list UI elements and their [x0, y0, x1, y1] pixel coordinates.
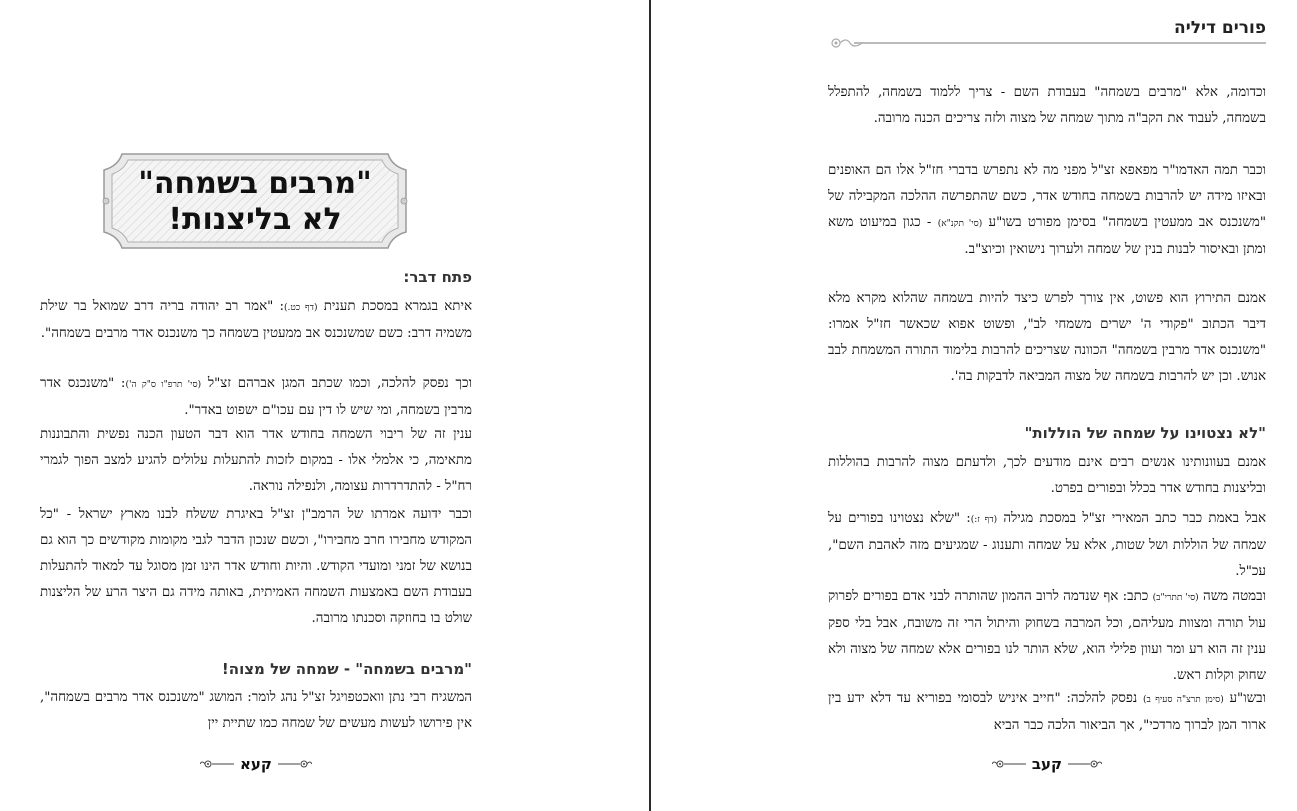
page-footer [978, 754, 1116, 774]
page-number: קעב [1031, 755, 1063, 773]
chapter-title-cartouche [102, 152, 408, 250]
paragraph-text: : "שלא נצטוינו בפורים על שמחה של הוללות ושל שטות, אלא על שמחה ותענוג - שמגיעים מזה לאהבת השם", עכ"ל. [828, 511, 1266, 579]
paragraph [828, 686, 1266, 739]
header-rule [854, 42, 1266, 44]
flourish-icon [200, 759, 234, 769]
right-page [828, 0, 1266, 811]
paragraph: ענין זה של ריבוי השמחה בחודש אדר הוא דבר הטעון הכנה נפשית והתבוננות מתאימה, כי אלמלי אלו - במקום לזכות להתעלות עלולים להגיע למצב הפוך לגמרי רח"ל - להתדרדרות עצומה, ולנפילה נוראה. [40, 427, 472, 494]
paragraph-text: - כגון במיעוט משא ומתן ובאיסור לבנות בנין של שמחה ולערוך נישואין וכיוצ"ב. [828, 215, 1266, 257]
section-heading: פתח דבר: [403, 268, 472, 286]
chapter-title-line1: "מרבים בשמחה" [138, 166, 372, 201]
paragraph-text: נפסק להלכה: "חייב איניש לבסומי בפוריא עד דלא ידע בין ארור המן לברוך מרדכי", אך הביאור הלכה כבר הביא [828, 691, 1266, 733]
paragraph: אמנם בעוונותינו אנשים רבים אינם מודעים לכך, ולדעתם מצוה להרבות בהוללות ובליצנות בחודש אדר בכלל ובפורים בפרט. [828, 455, 1266, 496]
chapter-title [102, 166, 408, 238]
paragraph-text: : "אמר רב יהודה בריה דרב שמואל בר שילת משמיה דרב: כשם שמשנכנס אב ממעטין בשמחה כך משנכנס אדר מרבים בשמחה". [40, 299, 472, 341]
left-page [40, 0, 472, 811]
page-gutter [649, 0, 651, 811]
subheading: "מרבים בשמחה" - שמחה של מצוה! [221, 660, 472, 678]
paragraph-text: וכבר תמה האדמו"ר מפאפא זצ"ל מפני מה לא נתפרש בדברי חז"ל אלו הם האופנים ובאיזו מידה יש להרבות בשמחה בחודש אדר, כשם שהתפרשה ההלכה המקבילה של "משנכנס אב ממעטין בשמחה" בסימן מפורט בשו"ע [828, 163, 1267, 230]
running-header [828, 18, 1266, 48]
paragraph-text: איתא בגמרא במסכת תענית [317, 299, 472, 314]
flourish-icon [278, 759, 312, 769]
paragraph: המשגיח רבי נתן וואכטפויגל זצ"ל נהג לומר: המושג "משנכנס אדר מרבים בשמחה", אין פירושו לעשות מעשים של שמחה כמו שתיית יין [40, 690, 472, 731]
flourish-icon [1068, 759, 1102, 769]
paragraph-text: ובשו"ע [1223, 691, 1266, 706]
flourish-icon [992, 759, 1026, 769]
paragraph-text: ובמטה משה [1198, 589, 1267, 604]
source-reference: (דף כט.) [283, 303, 318, 313]
source-reference: (סי' תקנ"א) [937, 219, 983, 229]
source-reference: (סי' תתרי"ב) [1152, 593, 1199, 603]
subheading: "לא נצטוינו על שמחה של הוללות" [1024, 424, 1266, 442]
header-ornament-icon [828, 36, 862, 50]
paragraph-text: וכך נפסק להלכה, וכמו שכתב המגן אברהם זצ"ל [201, 376, 472, 391]
paragraph: וכבר ידועה אמרתו של הרמב"ן זצ"ל באיגרת ששלח לבנו מארץ ישראל - "כל המקודש מחבירו חרב מחבירו", וכשם שנכון הדבר לגבי מקומות מקודשים כך הוא גם בנושא של זמני ומועדי הקודש. והיות וחודש אדר הינו זמן מסוגל עד למאוד להתעלות בעבודת השם באמצעות השמחה האמיתית, באותה מידה גם היצר הרע של הליצנות שולט בו בחוזקה וסכנתו מרובה. [40, 507, 472, 626]
paragraph [828, 158, 1266, 263]
paragraph-text: כתב: אף שנדמה לרוב ההמון שהותרה לבני אדם בפורים לפרוק עול תורה ומצוות מעליהם, וכל המרבה בשחוק והיתול הרי זה משובח, אבל בלי ספק ענין זה הוא רע ומר ועוון פלילי הוא, שלא הותר לנו בפורים אלא שמחה של מצוה ולא שחוק וקלות ראש. [828, 589, 1266, 683]
paragraph [40, 371, 472, 424]
running-title: פורים דיליה [1174, 18, 1266, 38]
source-reference: (דף ז:) [970, 515, 998, 525]
source-reference: (סי' תרפ"ו ס"ק ה') [125, 380, 202, 390]
paragraph: אמנם התירוץ הוא פשוט, אין צורך לפרש כיצד להיות בשמחה שהלוא מקרא מלא דיבר הכתוב "פקודי ה' ישרים משמחי לב", ופשוט אפוא שכאשר חז"ל אמרו: "משנכנס אדר מרבין בשמחה" הכוונה שצריכים להרבות בלימוד התורה המשמחת לבב אנוש. וכן יש להרבות בשמחה של מצוה המביאה לדבקות בה'. [828, 291, 1266, 384]
paragraph: וכדומה, אלא "מרבים בשמחה" בעבודת השם - צריך ללמוד בשמחה, להתפלל בשמחה, לעבוד את הקב"ה מתוך שמחה של מצוה ולזה צריכים הכנה מרובה. [828, 85, 1266, 126]
paragraph-text: : "משנכנס אדר מרבין בשמחה, ומי שיש לו דין עם עכו"ם ישפוט באדר". [40, 376, 472, 418]
paragraph [828, 584, 1266, 689]
paragraph [828, 506, 1266, 585]
page-footer [190, 754, 322, 774]
paragraph-text: אבל באמת כבר כתב המאירי זצ"ל במסכת מגילה [997, 511, 1266, 526]
chapter-title-line2: לא בליצנות! [168, 202, 342, 237]
paragraph [40, 294, 472, 347]
source-reference: (סימן תרצ"ה סעיף ב) [1143, 695, 1224, 705]
page-number: קעא [240, 755, 272, 773]
